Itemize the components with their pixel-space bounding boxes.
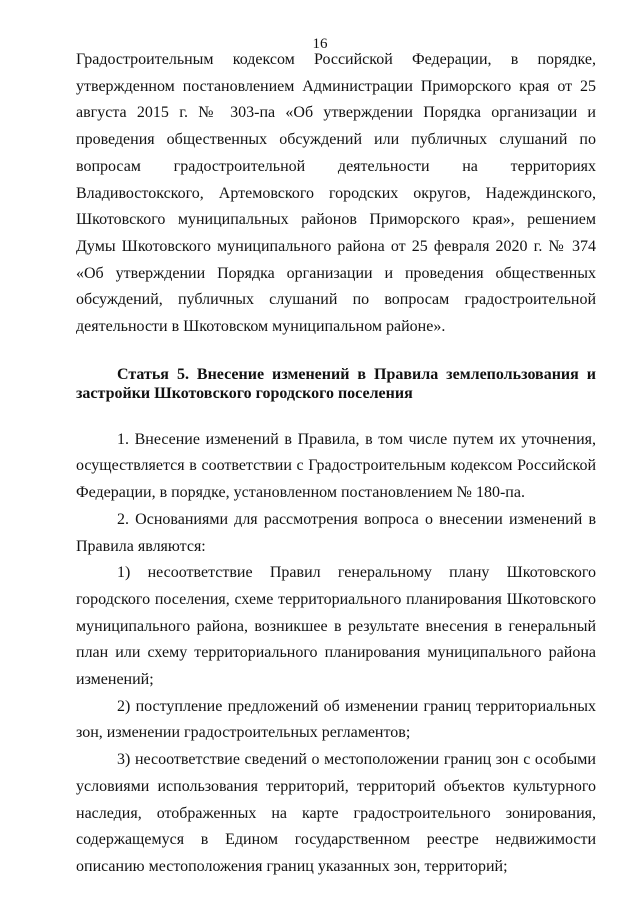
intro-paragraph: Градостроительным кодексом Российской Федерации, в порядке, утвержденном постановлением Администрации Приморского края от 25 августа 2015 г. № 303-па «Об утверждении Порядка организации и проведения общественных обсуждений или публичных слушаний по вопросам градостроительной деятельности на территориях Владивостокского, Артемовского городских округов, Надеждинского, Шкотовского муниципальных районов Приморского края», решением Думы Шкотовского муниципального района от 25 февраля 2020 г. № 374 «Об утверждении Порядка организации и проведения общественных обсуждений, публичных слушаний по вопросам градостроительной деятельности в Шкотовском муниципальном районе». (76, 51, 596, 336)
list-item-3: 3) несоответствие сведений о местоположении границ зон с особыми условиями использования территорий, территорий объектов культурного наследия, отображенных на карте градостроительного зонирования, содержащемуся в Едином государственном реестре недвижимости описанию местоположения границ указанных зон, территорий; (76, 751, 596, 875)
paragraph-1: 1. Внесение изменений в Правила, в том числе путем их уточнения, осуществляется в соответствии с Градостроительным кодексом Российской Федерации, в порядке, установленном постановлением № 180-па. (76, 430, 596, 502)
document-body (76, 47, 596, 881)
list-item-1: 1) несоответствие Правил генеральному плану Шкотовского городского поселения, схеме территориального планирования Шкотовского муниципального района, возникшее в результате внесения в генеральный план или схему территориального планирования муниципального района изменений; (76, 564, 596, 689)
article-heading: Статья 5. Внесение изменений в Правила землепользования и застройки Шкотовского городского поселения (76, 365, 596, 402)
page-number: 16 (312, 36, 328, 52)
list-item-2: 2) поступление предложений об изменении границ территориальных зон, изменении градостроительных регламентов; (76, 697, 596, 742)
paragraph-2: 2. Основаниями для рассмотрения вопроса о внесении изменений в Правила являются: (76, 510, 596, 555)
